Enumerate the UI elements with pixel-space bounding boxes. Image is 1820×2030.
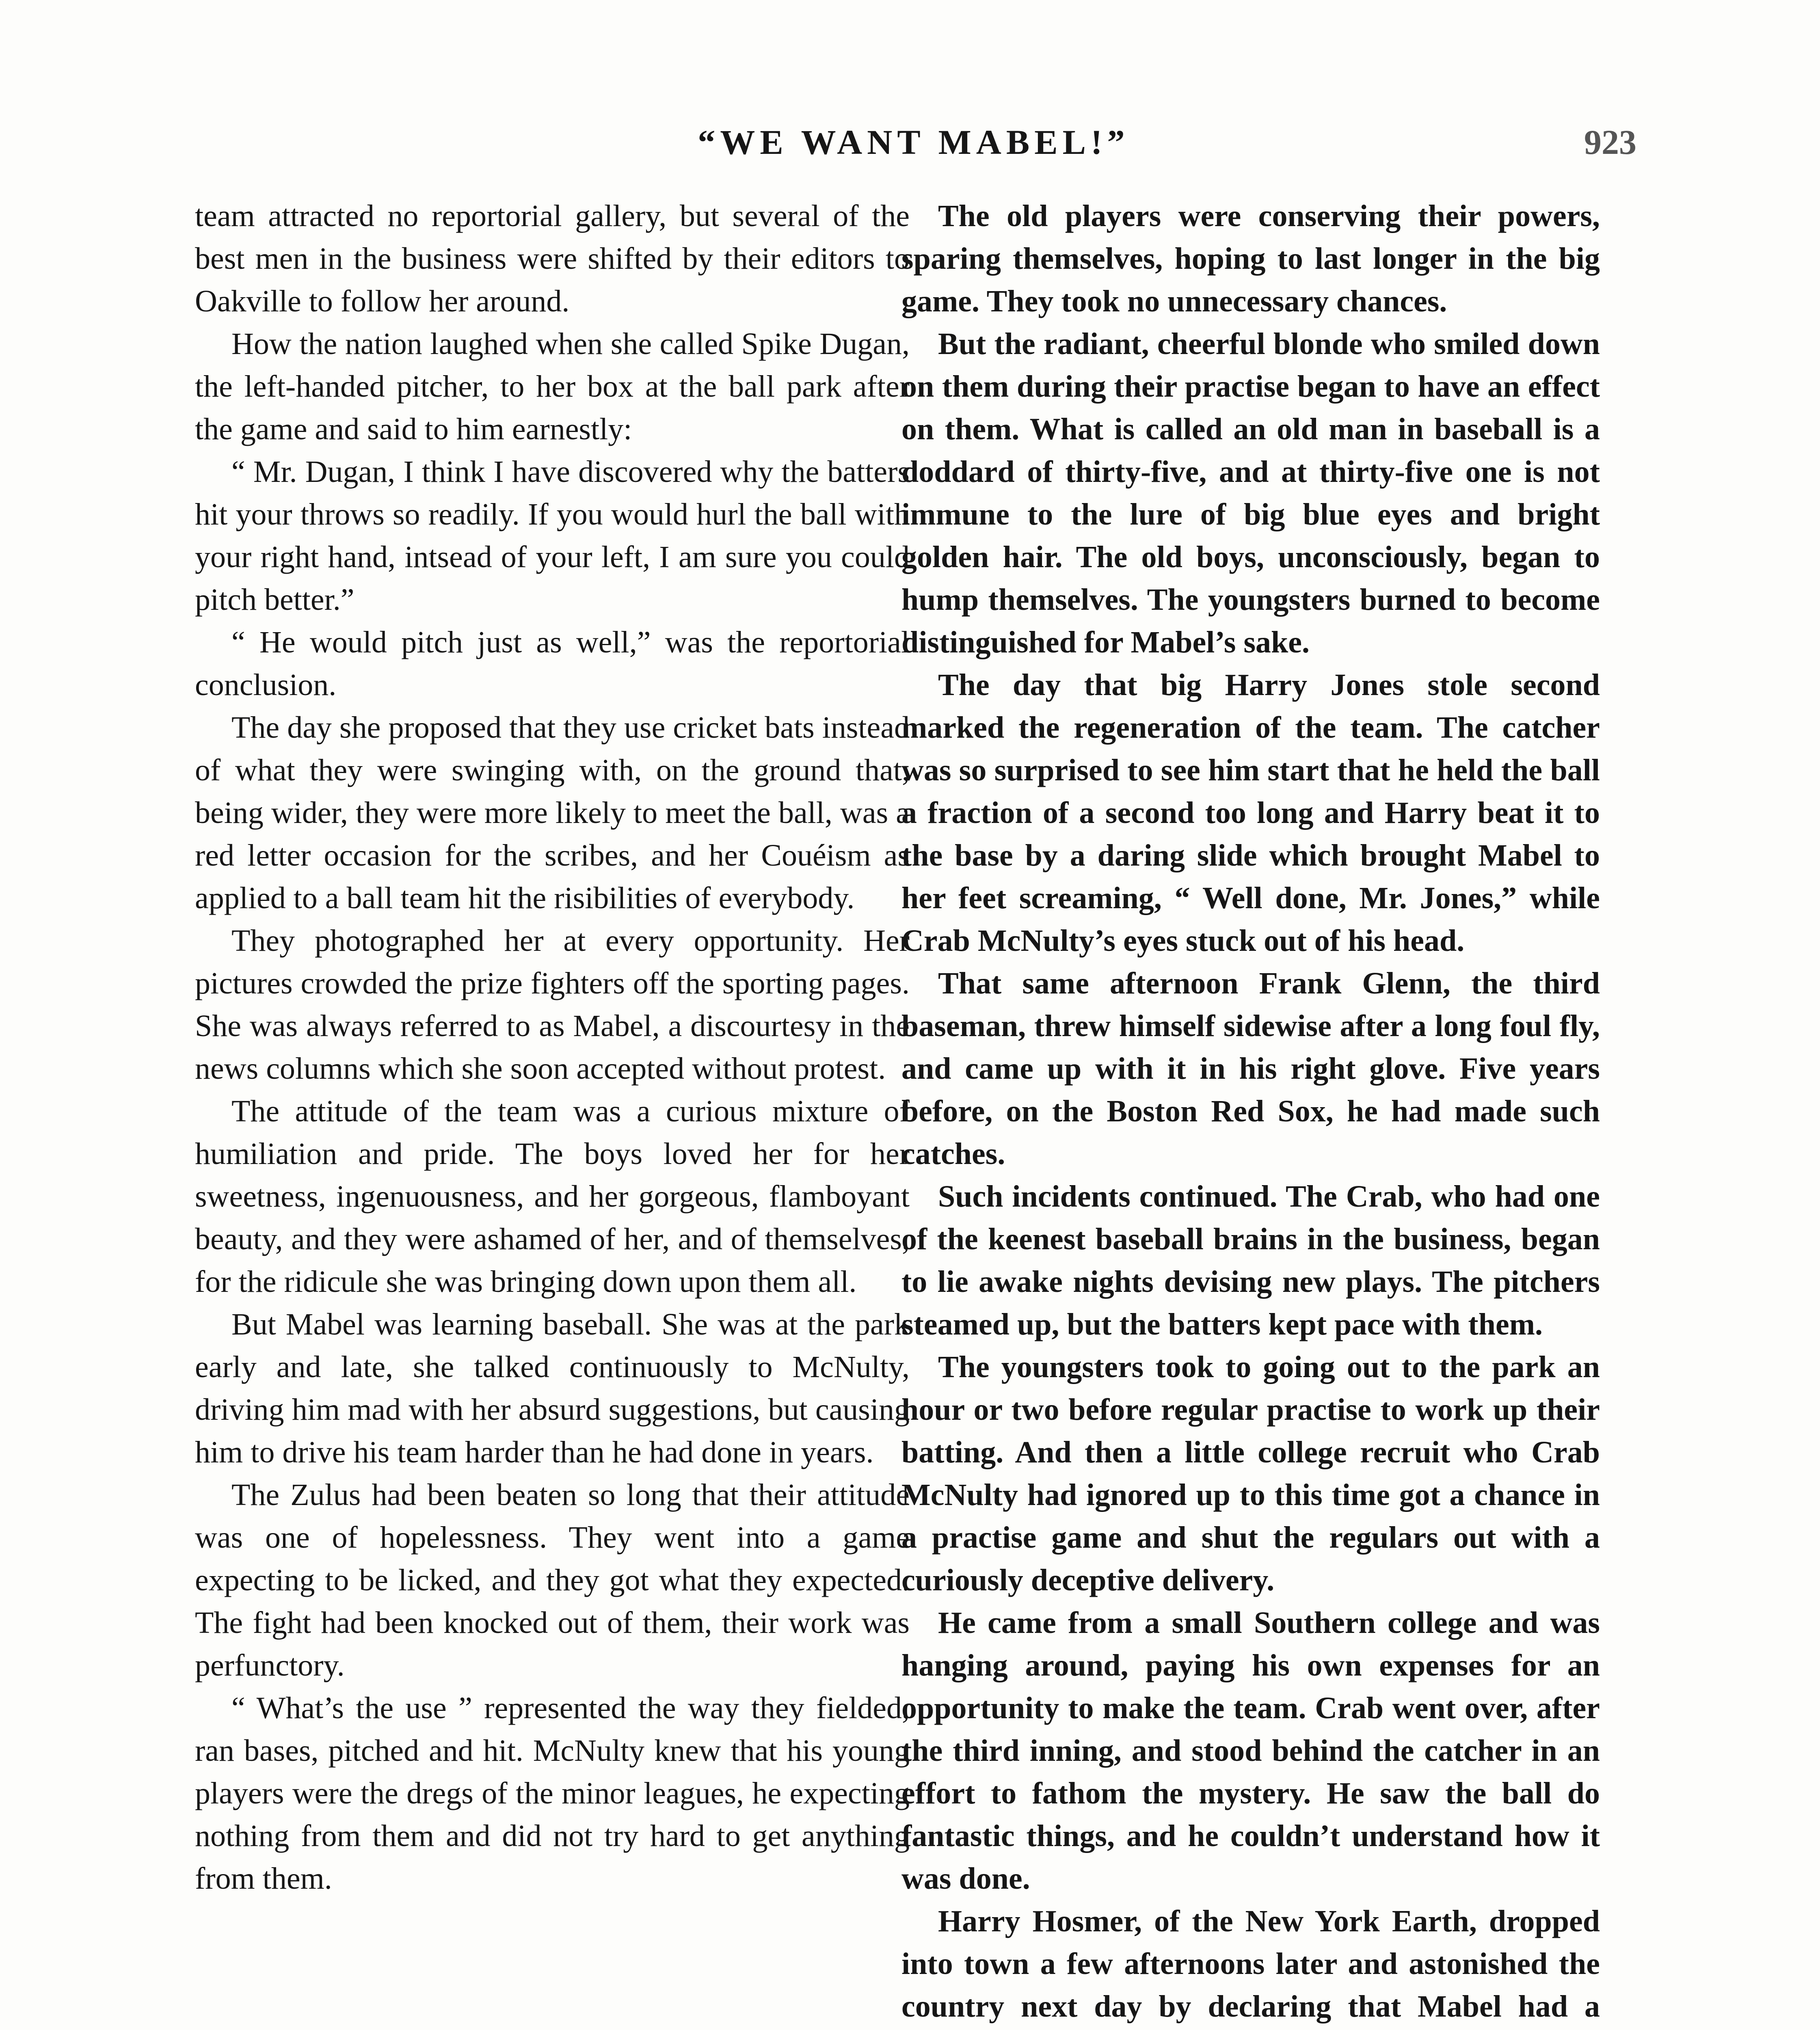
paragraph: Such incidents continued. The Crab, who had one of the keenest baseball brains in the business, began to lie awake nights devising new plays. The pitchers steamed up, but the batters kept pace with them. <box>901 1179 1600 1341</box>
paragraph: The Zulus had been beaten so long that their attitude was one of hopelessness. They went into a game expecting to be licked, and they got what they expected. The fight had been knocked out of them, their work was perfunctory. <box>195 1478 910 1682</box>
page-number: 923 <box>1584 123 1636 162</box>
paragraph: “ Mr. Dugan, I think I have discovered why the batters hit your throws so readily. If you would hurl the ball with your right hand, intsead of your left, I am sure you could pitch better.” <box>195 455 910 617</box>
right-column <box>901 195 1600 2030</box>
page-header <box>191 122 1636 171</box>
running-title: “WE WANT MABEL!” <box>698 123 1130 162</box>
paragraph: team attracted no reportorial gallery, but several of the best men in the business were shifted by their editors to Oakville to follow her around. <box>195 199 910 318</box>
paragraph: But the radiant, cheerful blonde who smiled down on them during their practise began to have an effect on them. What is called an old man in baseball is a doddard of thirty-five, and at thirty-five one is not immune to the lure of big blue eyes and bright golden hair. The old boys, unconsciously, began to hump themselves. The youngsters burned to become distinguished for Mabel’s sake. <box>901 327 1600 659</box>
paragraph: The youngsters took to going out to the park an hour or two before regular practise to work up their batting. And then a little college recruit who Crab McNulty had ignored up to this time got a chance in a practise game and shut the regulars out with a curiously deceptive delivery. <box>901 1350 1600 1597</box>
paragraph: “ What’s the use ” represented the way they fielded, ran bases, pitched and hit. McNulty knew that his young players were the dregs of the minor leagues, he expecting nothing from them and did not try hard to get anything from them. <box>195 1691 910 1896</box>
paragraph: He came from a small Southern college and was hanging around, paying his own expenses for an opportunity to make the team. Crab went over, after the third inning, and stood behind the catcher in an effort to fathom the mystery. He saw the ball do fantastic things, and he couldn’t understand how it was done. <box>901 1606 1600 1896</box>
paragraph: The day that big Harry Jones stole second marked the regeneration of the team. The catcher was so surprised to see him start that he held the ball a fraction of a second too long and Harry beat it to the base by a daring slide which brought Mabel to her feet screaming, “ Well done, Mr. Jones,” while Crab McNulty’s eyes stuck out of his head. <box>901 668 1600 958</box>
paragraph: How the nation laughed when she called Spike Dugan, the left-handed pitcher, to her box at the ball park after the game and said to him earnestly: <box>195 327 910 446</box>
paragraph: The old players were conserving their powers, sparing themselves, hoping to last longer in the big game. They took no unnecessary chances. <box>901 199 1600 318</box>
left-column <box>195 195 910 1900</box>
paragraph: The day she proposed that they use cricket bats instead of what they were swinging with, on the ground that, being wider, they were more likely to meet the ball, was a red letter occasion for the scribes, and her Couéism as applied to a ball team hit the risibilities of everybody. <box>195 710 910 915</box>
paragraph: The attitude of the team was a curious mixture of humiliation and pride. The boys loved her for her sweetness, ingenuousness, and her gorgeous, flamboyant beauty, and they were ashamed of her, and of themselves, for the ridicule she was bringing down upon them all. <box>195 1094 910 1299</box>
paragraph: They photographed her at every opportunity. Her pictures crowded the prize fighters off the sporting pages. She was always referred to as Mabel, a discourtesy in the news columns which she soon accepted without protest. <box>195 924 910 1086</box>
paragraph: “ He would pitch just as well,” was the reportorial conclusion. <box>195 625 910 702</box>
paragraph: Harry Hosmer, of the New York Earth, dropped into town a few afternoons later and astonished the country next day by declaring that Mabel had a <box>901 1904 1600 2024</box>
paragraph: But Mabel was learning baseball. She was at the park early and late, she talked continuously to McNulty, driving him mad with her absurd suggestions, but causing him to drive his team harder than he had done in years. <box>195 1307 910 1469</box>
paragraph: That same afternoon Frank Glenn, the third baseman, threw himself sidewise after a long foul fly, and came up with it in his right glove. Five years before, on the Boston Red Sox, he had made such catches. <box>901 966 1600 1171</box>
